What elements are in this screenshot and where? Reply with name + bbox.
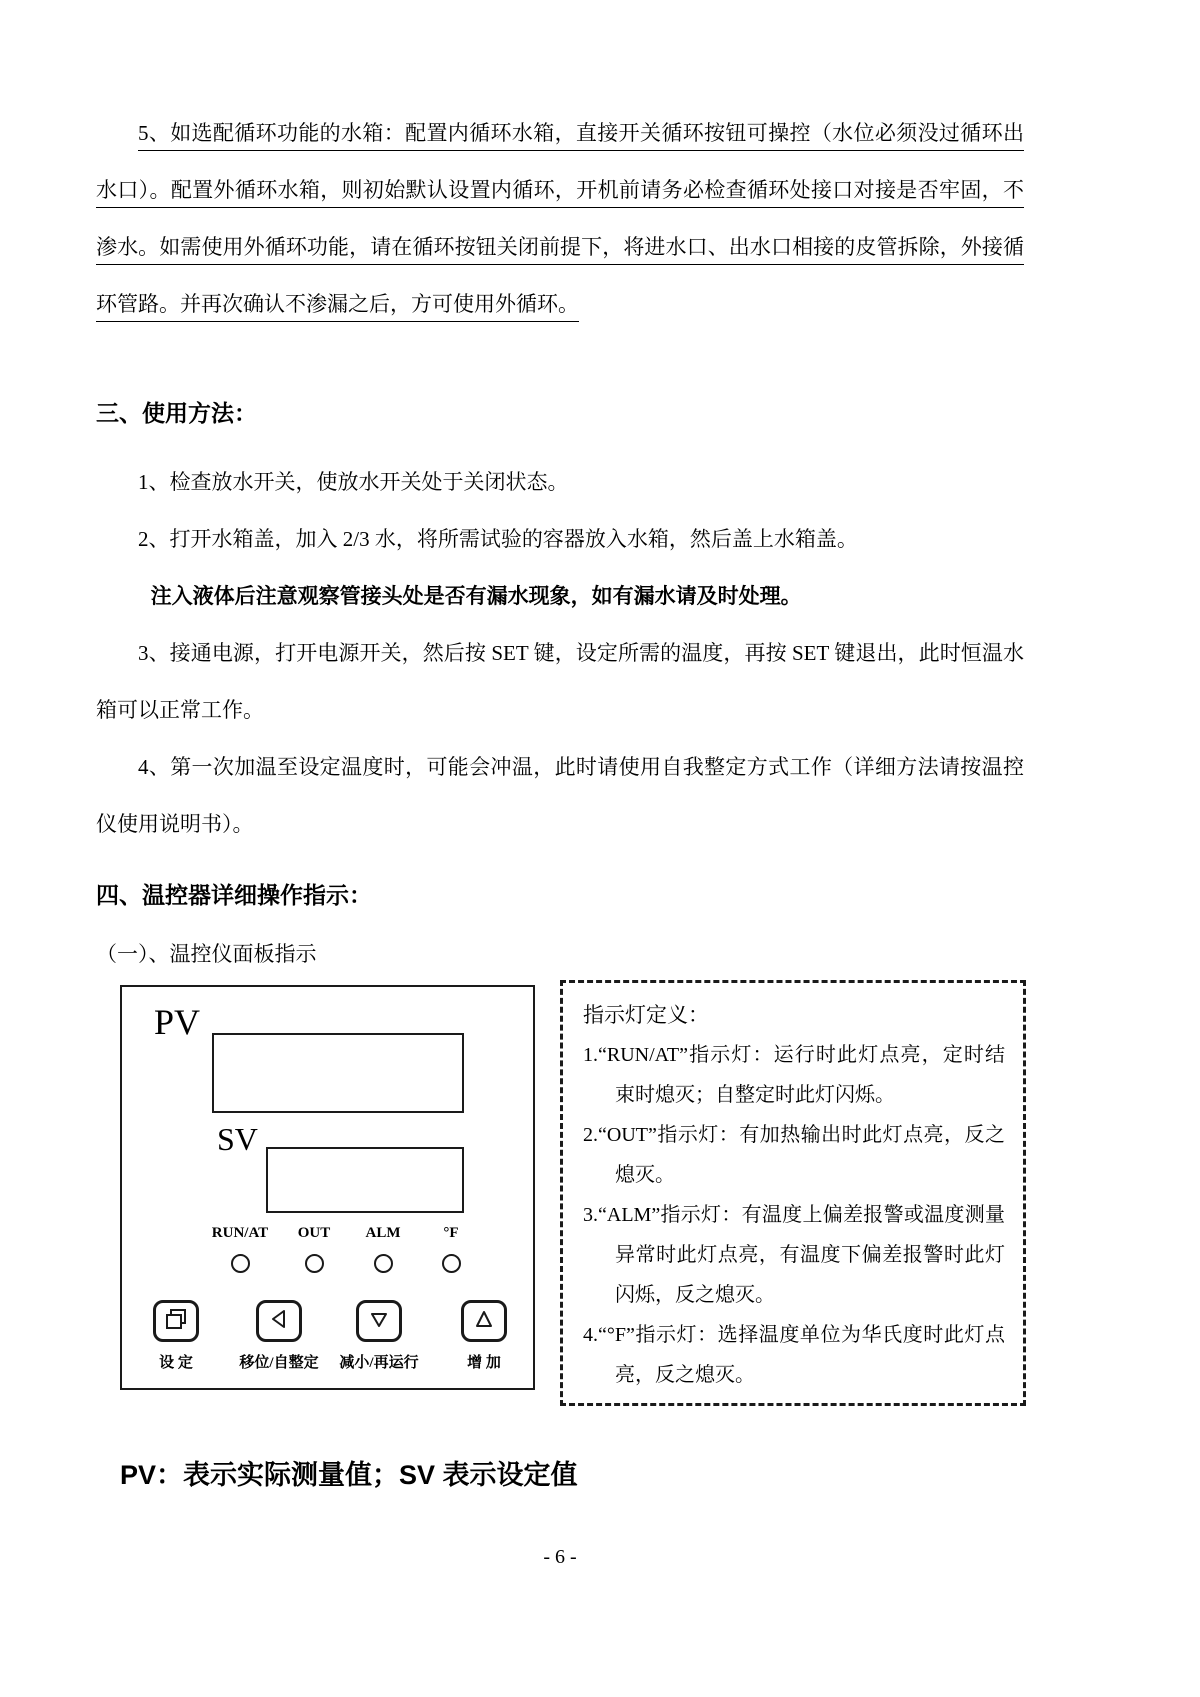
- controller-panel-illustration: [120, 985, 535, 1390]
- run-at-lamp-icon: [231, 1254, 250, 1273]
- usage-step-2: 2、打开水箱盖，加入 2/3 水，将所需试验的容器放入水箱，然后盖上水箱盖。: [138, 527, 858, 551]
- pv-sv-note: PV：表示实际测量值；SV 表示设定值: [120, 1460, 578, 1490]
- usage-step-3: 3、接通电源，打开电源开关，然后按 SET 键，设定所需的温度，再按 SET 键退出，此时恒温水箱可以正常工作。: [96, 641, 1024, 722]
- indicator-fahrenheit: [406, 1225, 496, 1273]
- indicator-run-at-label: RUN/AT: [211, 1225, 269, 1241]
- set-key: [153, 1300, 199, 1342]
- decrease-rerun-key-group: [325, 1300, 433, 1372]
- legend-item-run-at: 1.“RUN/AT”指示灯：运行时此灯点亮，定时结束时熄灭；自整定时此灯闪烁。: [583, 1044, 1005, 1106]
- increase-key: [461, 1300, 507, 1342]
- set-icon: [163, 1307, 189, 1336]
- page-number: - 6 -: [543, 1546, 577, 1568]
- controller-diagram: [96, 980, 1024, 1417]
- indicator-fahrenheit-label: °F: [443, 1225, 459, 1241]
- sv-display-label: SV: [217, 1121, 258, 1157]
- down-triangle-icon: [367, 1307, 391, 1336]
- legend-item-out: 2.“OUT”指示灯：有加热输出时此灯点亮，反之熄灭。: [583, 1124, 1005, 1186]
- increase-key-group: [430, 1300, 538, 1372]
- panel-subheading: （一）、温控仪面板指示: [96, 942, 317, 966]
- shift-autotune-key-group: [225, 1300, 333, 1372]
- indicator-legend: [560, 980, 1026, 1406]
- alm-lamp-icon: [374, 1254, 393, 1273]
- usage-step-1: 1、检查放水开关，使放水开关处于关闭状态。: [138, 470, 569, 494]
- indicator-out-label: OUT: [297, 1225, 331, 1241]
- usage-steps: [96, 454, 1024, 853]
- out-lamp-icon: [305, 1254, 324, 1273]
- leak-warning-note: 注入液体后注意观察管接头处是否有漏水现象，如有漏水请及时处理。: [150, 584, 802, 608]
- pv-display: [212, 1033, 464, 1113]
- legend-title: 指示灯定义：: [583, 1003, 709, 1027]
- circulation-note-paragraph: 5、如选配循环功能的水箱：配置内循环水箱，直接开关循环按钮可操控（水位必须没过循环出水口）。配置外循环水箱，则初始默认设置内循环，开机前请务必检查循环处接口对接是否牢固，不渗水。如需使用外循环功能，请在循环按钮关闭前提下，将进水口、出水口相接的皮管拆除，外接循环管路。并再次确认不渗漏之后，方可使用外循环。: [96, 121, 1024, 316]
- section-controller-heading: 四、温控器详细操作指示：: [96, 883, 372, 908]
- shift-autotune-key: [256, 1300, 302, 1342]
- pv-display-label: PV: [154, 1002, 201, 1042]
- left-triangle-icon: [267, 1307, 291, 1336]
- decrease-rerun-key-label: 减小/再运行: [339, 1355, 419, 1371]
- set-key-label: 设 定: [159, 1355, 193, 1371]
- fahrenheit-lamp-icon: [442, 1254, 461, 1273]
- indicator-alm-label: ALM: [365, 1225, 401, 1241]
- legend-item-alm: 3.“ALM”指示灯：有温度上偏差报警或温度测量异常时此灯点亮，有温度下偏差报警时此灯闪烁，反之熄灭。: [583, 1204, 1005, 1306]
- usage-step-4: 4、第一次加温至设定温度时，可能会冲温，此时请使用自我整定方式工作（详细方法请按温控仪使用说明书）。: [96, 755, 1024, 836]
- legend-item-fahrenheit: 4.“°F”指示灯：选择温度单位为华氏度时此灯点亮，反之熄灭。: [583, 1324, 1005, 1386]
- decrease-rerun-key: [356, 1300, 402, 1342]
- sv-display: [266, 1147, 464, 1213]
- shift-autotune-key-label: 移位/自整定: [239, 1355, 319, 1371]
- increase-key-label: 增 加: [467, 1355, 501, 1371]
- set-key-group: [122, 1300, 230, 1372]
- section-usage-heading: 三、使用方法：: [96, 401, 257, 426]
- up-triangle-icon: [472, 1307, 496, 1336]
